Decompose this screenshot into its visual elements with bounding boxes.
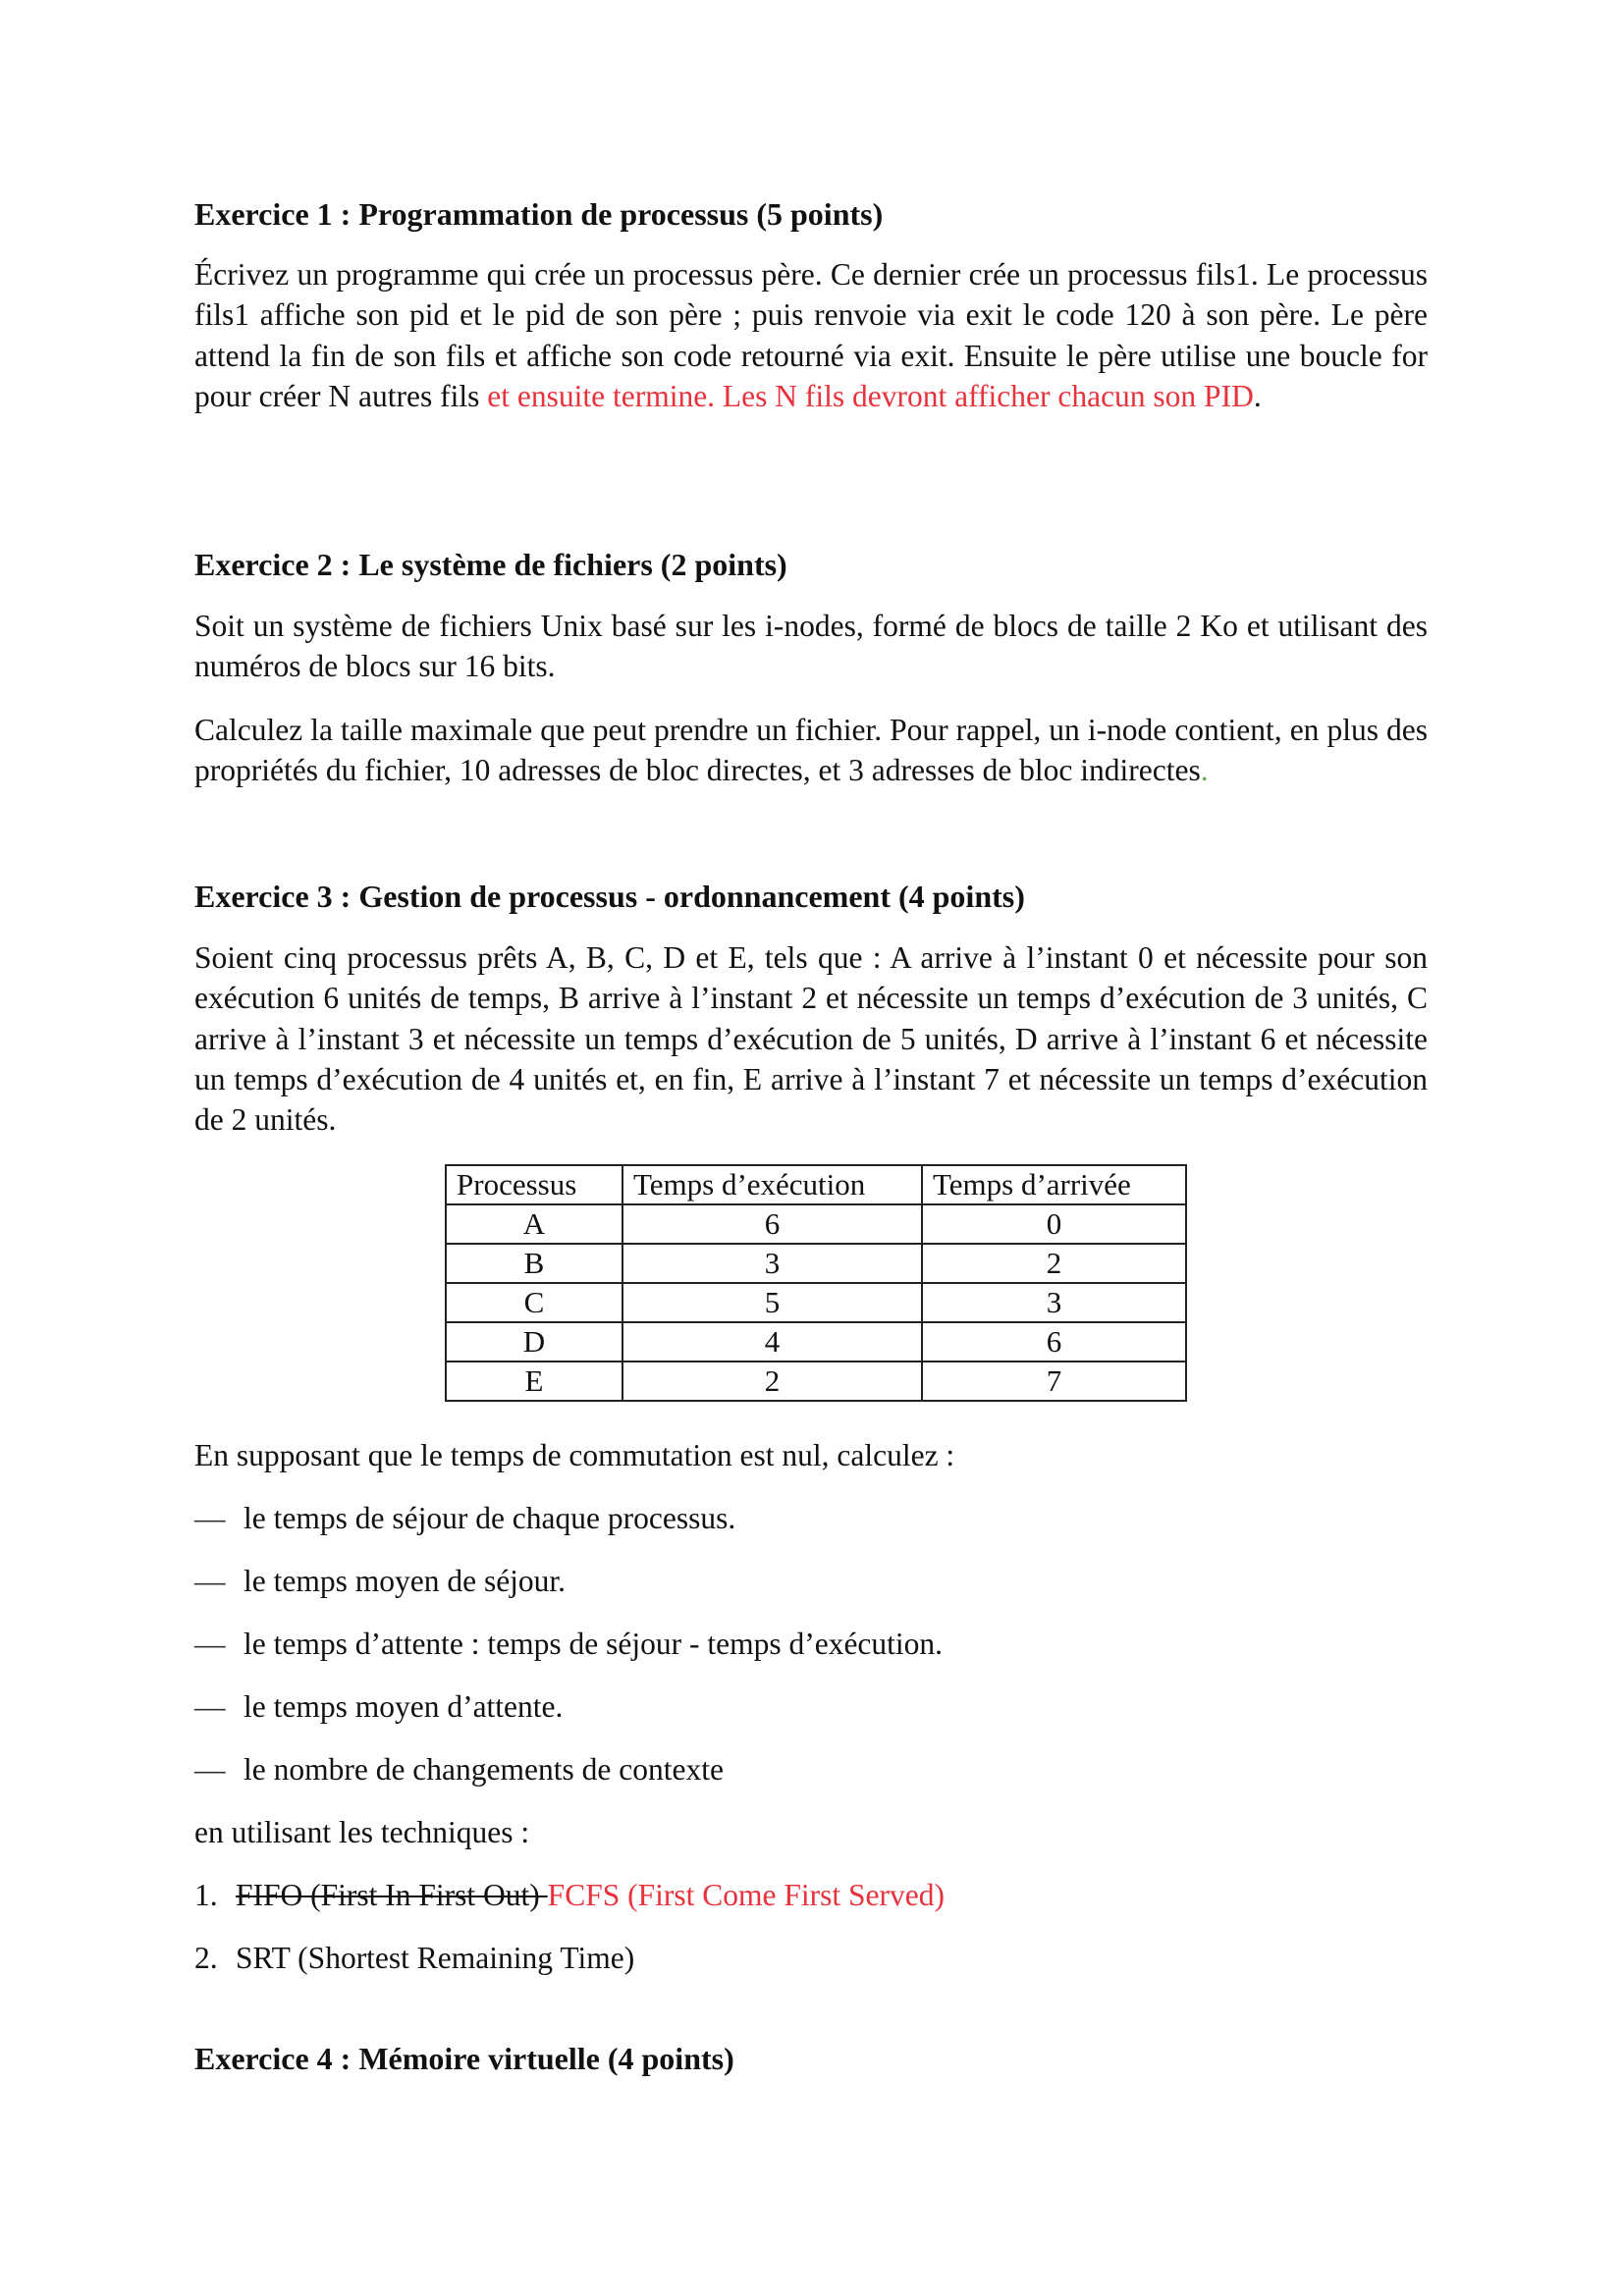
execution-time: 4 bbox=[622, 1322, 922, 1362]
technique-item-2 bbox=[194, 1939, 634, 1978]
exercise-3-intro: Soient cinq processus prêts A, B, C, D et E, tels que : A arrive à l’instant 0 et nécessite pour son exécution 6 unités de temps, B arrive à l’instant 2 et nécessite un temps d’exécution de 3 unités, C arrive à l’instant 3 et nécessite un temps d’exécution de 5 unités, D arrive à l’instant 6 et nécessite un temps d’exécution de 4 unités et, en fin, E arrive à l’instant 7 et nécessite un temps d’exécution de 2 unités. bbox=[194, 940, 1428, 1138]
exercise-1-correction: et ensuite termine. Les N fils devront afficher chacun son PID bbox=[487, 378, 1254, 413]
exercise-1-period: . bbox=[1253, 378, 1262, 413]
em-dash-bullet-icon: — bbox=[194, 1689, 226, 1724]
technique-item-1 bbox=[194, 1876, 945, 1915]
exercise-1-title: Exercice 1 : Programmation de processus (5 points) bbox=[194, 196, 884, 232]
execution-time: 3 bbox=[622, 1244, 922, 1283]
arrival-time: 6 bbox=[922, 1322, 1186, 1362]
bullet-text: le temps moyen d’attente. bbox=[243, 1689, 564, 1724]
process-table-header bbox=[446, 1165, 1186, 1204]
process-name: C bbox=[446, 1283, 622, 1322]
exercise-1-statement bbox=[194, 254, 1428, 416]
execution-time: 2 bbox=[622, 1362, 922, 1401]
table-row bbox=[446, 1362, 1186, 1401]
bullet-item bbox=[194, 1625, 943, 1664]
arrival-time: 7 bbox=[922, 1362, 1186, 1401]
bullet-item bbox=[194, 1687, 563, 1727]
table-row bbox=[446, 1322, 1186, 1362]
table-row bbox=[446, 1283, 1186, 1322]
bullet-text: le temps d’attente : temps de séjour - temps d’exécution. bbox=[243, 1627, 944, 1661]
header-arrival-time: Temps d’arrivée bbox=[922, 1165, 1186, 1204]
exercise-2-title: Exercice 2 : Le système de fichiers (2 points) bbox=[194, 547, 787, 582]
table-row bbox=[446, 1204, 1186, 1244]
table-row bbox=[446, 1244, 1186, 1283]
exercise-4-title: Exercice 4 : Mémoire virtuelle (4 points) bbox=[194, 2041, 734, 2076]
process-name: A bbox=[446, 1204, 622, 1244]
exercise-2-paragraph-1: Soit un système de fichiers Unix basé sur les i-nodes, formé de blocs de taille 2 Ko et utilisant des numéros de blocs sur 16 bits. bbox=[194, 609, 1428, 684]
exercise-1-text: Écrivez un programme qui crée un processus père. Ce dernier crée un processus fils1. Le processus fils1 affiche son pid et le pid de son père ; puis renvoie via exit le code 120 à son père. Le père attend la fin de son fils et affiche son code retourné via exit. Ensuite le père utilise une boucle for pour créer N autres fils bbox=[194, 257, 1428, 413]
exercise-3-title: Exercice 3 : Gestion de processus - ordonnancement (4 points) bbox=[194, 879, 1025, 914]
execution-time: 5 bbox=[622, 1283, 922, 1322]
em-dash-bullet-icon: — bbox=[194, 1627, 226, 1661]
technique-label: SRT (Shortest Remaining Time) bbox=[236, 1941, 635, 1975]
process-name: D bbox=[446, 1322, 622, 1362]
bullet-text: le nombre de changements de contexte bbox=[243, 1752, 724, 1787]
em-dash-bullet-icon: — bbox=[194, 1501, 226, 1535]
bullet-item bbox=[194, 1499, 735, 1538]
exercise-2-period: . bbox=[1200, 753, 1209, 788]
header-processus: Processus bbox=[446, 1165, 622, 1204]
techniques-intro: en utilisant les techniques : bbox=[194, 1815, 530, 1849]
item-number: 2. bbox=[194, 1941, 218, 1975]
process-name: B bbox=[446, 1244, 622, 1283]
bullet-text: le temps moyen de séjour. bbox=[243, 1564, 567, 1598]
header-execution-time: Temps d’exécution bbox=[622, 1165, 922, 1204]
bullet-text: le temps de séjour de chaque processus. bbox=[243, 1501, 736, 1535]
execution-time: 6 bbox=[622, 1204, 922, 1244]
bullet-item bbox=[194, 1750, 724, 1789]
exercise-2-paragraph-2 bbox=[194, 710, 1428, 791]
technique-label-correction: FCFS (First Come First Served) bbox=[547, 1878, 945, 1912]
arrival-time: 2 bbox=[922, 1244, 1186, 1283]
em-dash-bullet-icon: — bbox=[194, 1752, 226, 1787]
arrival-time: 0 bbox=[922, 1204, 1186, 1244]
exercise-2-question: Calculez la taille maximale que peut prendre un fichier. Pour rappel, un i-node contient, en plus des propriétés du fichier, 10 adresses de bloc directes, et 3 adresses de bloc indirectes bbox=[194, 713, 1428, 788]
bullet-item bbox=[194, 1562, 566, 1601]
process-name: E bbox=[446, 1362, 622, 1401]
calc-intro: En supposant que le temps de commutation est nul, calculez : bbox=[194, 1438, 955, 1472]
process-table bbox=[445, 1164, 1187, 1402]
struck-technique-label: FIFO (First In First Out) bbox=[236, 1878, 548, 1912]
em-dash-bullet-icon: — bbox=[194, 1564, 226, 1598]
arrival-time: 3 bbox=[922, 1283, 1186, 1322]
item-number: 1. bbox=[194, 1878, 218, 1912]
